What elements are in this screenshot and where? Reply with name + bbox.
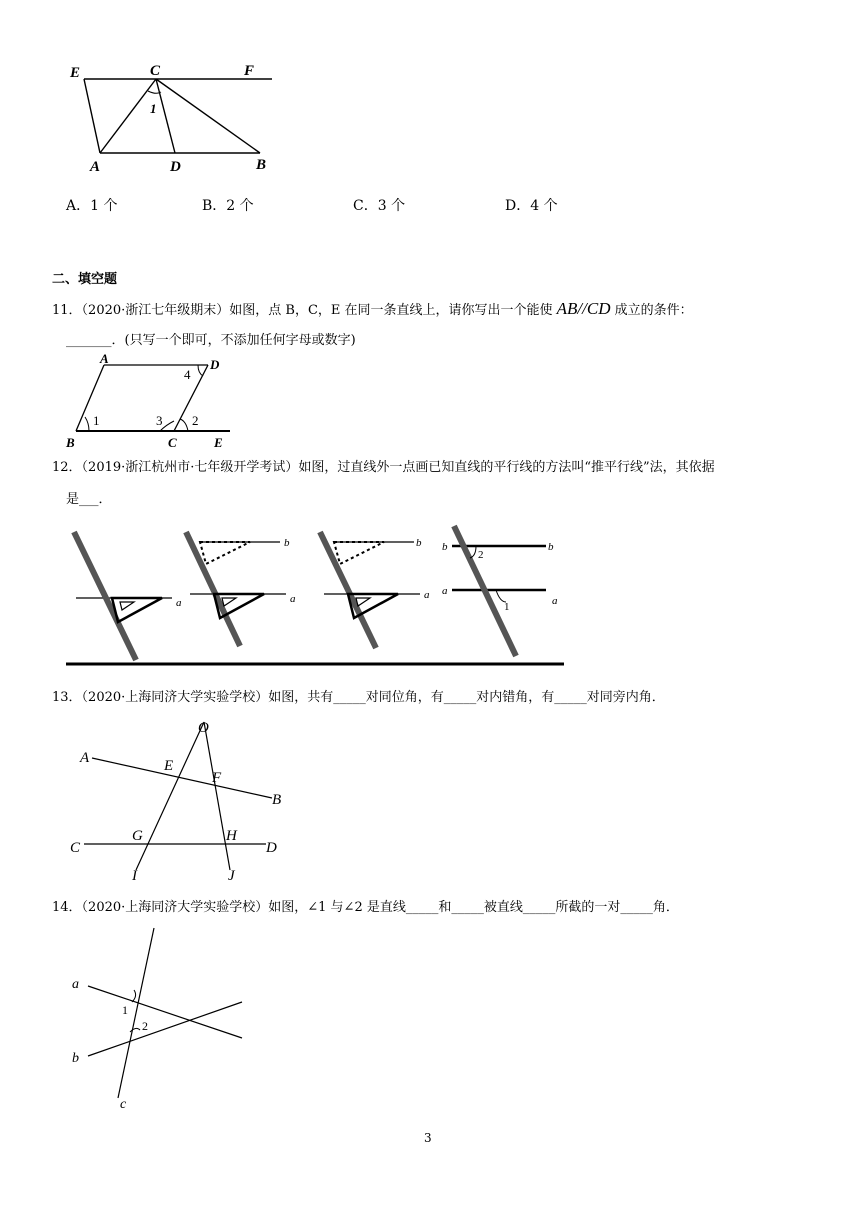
q13-label-C: C	[70, 840, 81, 856]
q14-text: 14．（2020·上海同济大学实验学校）如图，∠1 与∠2 是直线_____和_____被直线_____所截的一对_____角．	[52, 900, 679, 915]
label-F: F	[244, 63, 255, 79]
q12-p4-b-right: b	[548, 541, 554, 553]
label-B: B	[256, 157, 267, 173]
q12-panel-3	[320, 532, 430, 648]
label-C: C	[150, 63, 161, 79]
q13-label-I: I	[132, 868, 137, 884]
q12-angle-1: 1	[504, 601, 510, 613]
option-d[interactable]: D．4 个	[505, 198, 558, 214]
q13-text: 13．（2020·上海同济大学实验学校）如图，共有_____对同位角，有_____对内错角，有_____对同旁内角．	[52, 690, 665, 705]
figure-q12	[60, 518, 570, 668]
q11-label-E: E	[214, 435, 223, 450]
q11-angle-2: 2	[192, 413, 199, 428]
q14-label-c: c	[120, 1097, 127, 1112]
q12-p2-a: a	[290, 593, 296, 605]
label-A: A	[90, 159, 101, 175]
q14-angle-2: 2	[142, 1019, 148, 1033]
figure-q14	[60, 922, 260, 1112]
q11-angle-3: 3	[156, 413, 163, 428]
label-E: E	[70, 65, 81, 81]
q11-label-A: A	[100, 351, 109, 366]
q11-line1: 11．（2020·浙江七年级期末）如图，点 B，C，E 在同一条直线上，请你写出一个能使 AB//CD 成立的条件：	[52, 299, 693, 318]
section-title: 二、填空题	[52, 272, 118, 287]
q11-angle-4: 4	[184, 367, 191, 382]
q12-p3-b: b	[416, 537, 422, 549]
q12-p2-b: b	[284, 537, 290, 549]
q13-label-O: O	[198, 720, 209, 736]
q12-p4-a-right: a	[552, 595, 558, 607]
q13-label-E: E	[164, 758, 174, 774]
q12-line1: 12．（2019·浙江杭州市·七年级开学考试）如图，过直线外一点画已知直线的平行线的方法叫“推平行线”法，其依据	[52, 460, 715, 475]
q12-angle-2: 2	[478, 549, 484, 561]
q12-panel-4	[442, 526, 558, 656]
q12-p3-a: a	[424, 589, 430, 601]
q14-label-a: a	[72, 977, 79, 992]
q13-label-D: D	[266, 840, 277, 856]
figure-q13	[60, 712, 300, 882]
angle-1-label: 1	[150, 101, 157, 116]
q13-label-J: J	[228, 868, 235, 884]
option-b[interactable]: B．2 个	[202, 198, 254, 214]
option-a[interactable]: A．1 个	[66, 198, 118, 214]
option-c[interactable]: C．3 个	[353, 198, 406, 214]
q11-label-B: B	[66, 435, 75, 450]
q14-label-b: b	[72, 1051, 79, 1066]
figure-q10	[60, 55, 290, 185]
q12-panel-2	[186, 532, 296, 646]
q13-label-G: G	[132, 828, 143, 844]
q12-panel-1	[74, 532, 182, 660]
q12-p4-a-left: a	[442, 585, 448, 597]
q11-label-D: D	[210, 357, 220, 372]
q12-p4-b-left: b	[442, 541, 448, 553]
q11-angle-1: 1	[93, 413, 100, 428]
q11-math: AB//CD	[556, 299, 611, 318]
q13-label-F: F	[212, 770, 222, 786]
q11-line2: _______．(只写一个即可，不添加任何字母或数字)	[66, 333, 356, 348]
figure-q11	[60, 351, 240, 450]
q13-label-H: H	[226, 828, 237, 844]
q14-angle-1: 1	[122, 1003, 128, 1017]
q12-p1-a: a	[176, 597, 182, 609]
page-number: 3	[424, 1131, 432, 1145]
q11-label-C: C	[168, 435, 177, 450]
q12-line2: 是___．	[66, 492, 112, 507]
q13-label-A: A	[80, 750, 90, 766]
label-D: D	[170, 159, 181, 175]
q13-label-B: B	[272, 792, 282, 808]
